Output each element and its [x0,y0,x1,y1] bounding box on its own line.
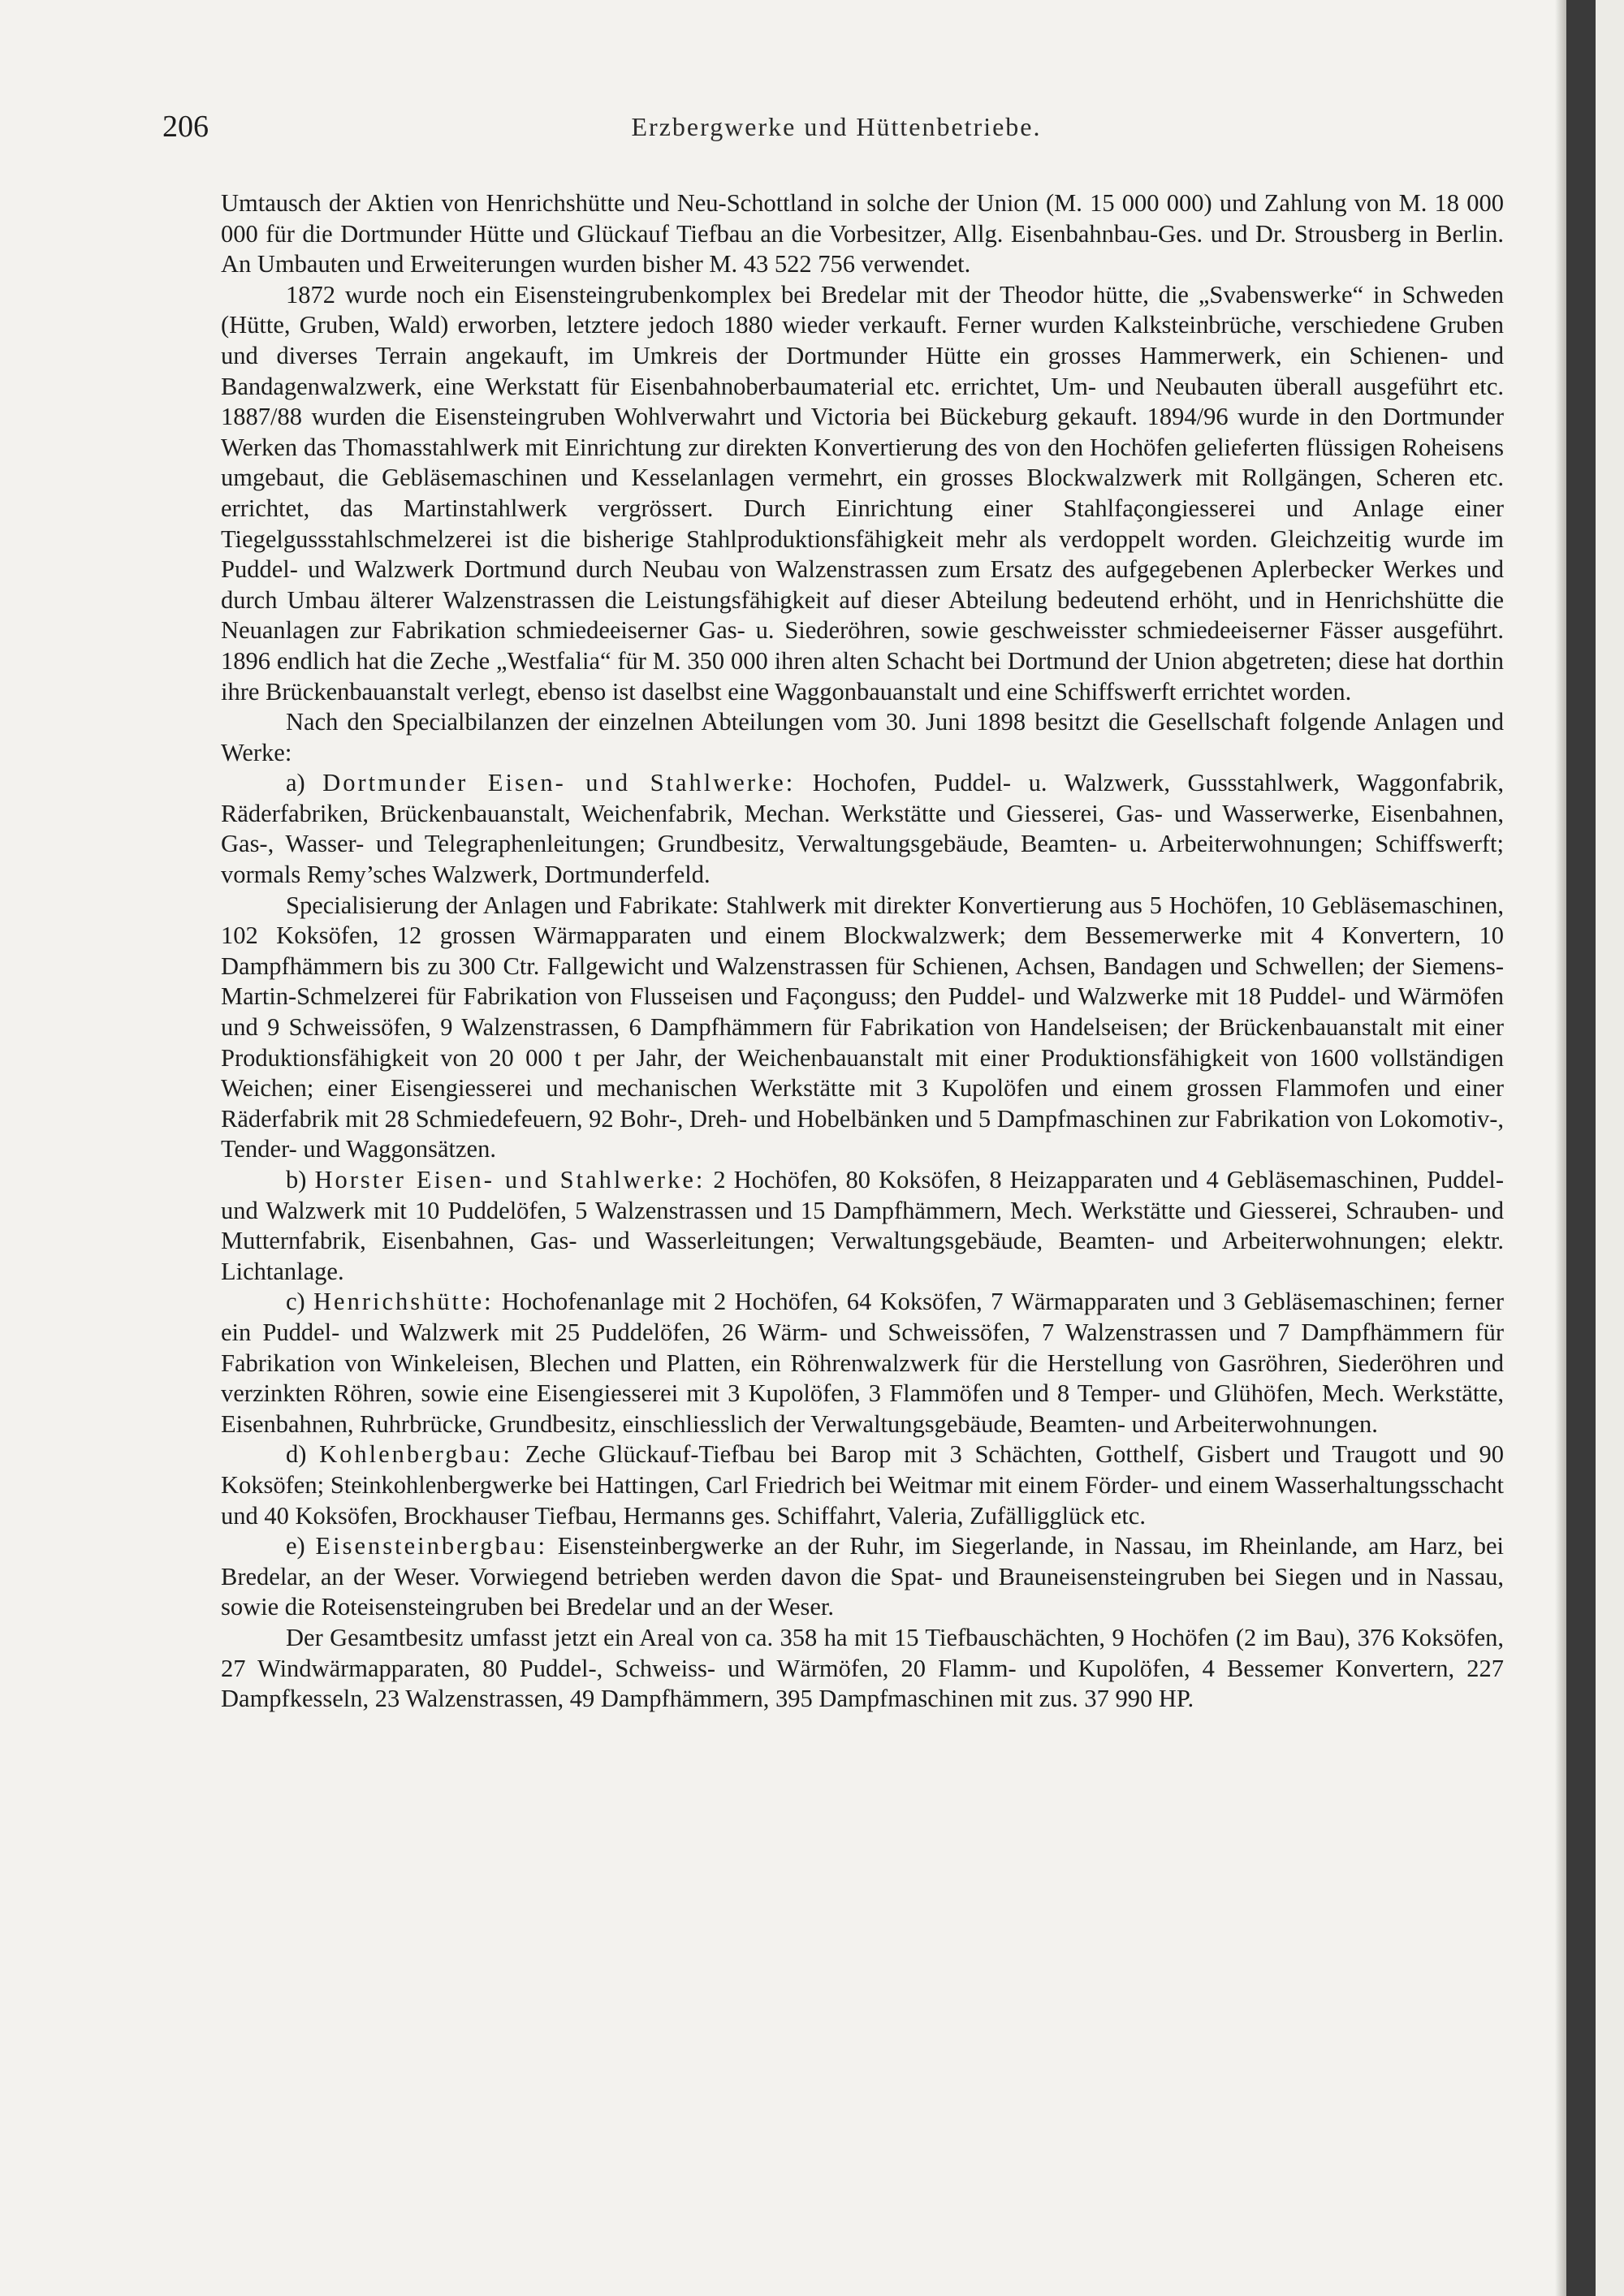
body-text [221,188,1504,1715]
paragraph: Der Gesamtbesitz umfasst jetzt ein Areal von ca. 358 ha mit 15 Tiefbauschächten, 9 Hochöfen (2 im Bau), 376 Koksöfen, 27 Windwärmapparaten, 80 Puddel-, Schweiss- und Wärmöfen, 20 Flamm- und Kupolöfen, 4 Bessemer Konvertern, 227 Dampfkesseln, 23 Walzenstrassen, 49 Dampfhämmern, 395 Dampfmaschinen mit zus. 37 990 HP. [221,1623,1504,1713]
section-a: a) Dortmunder Eisen- und Stahlwerke: Hochofen, Puddel- u. Walzwerk, Gussstahlwerk, Waggonfabrik, Räderfabriken, Brückenbauanstalt, Weichenfabrik, Mechan. Werkstätte und Giesserei, Gas- und Wasserwerke, Eisenbahnen, Gas-, Wasser- und Telegraphenleitungen; Grundbesitz, Verwaltungsgebäude, Beamten- u. Arbeiterwohnungen; Schiffswerft; vormals Remy’sches Walzwerk, Dortmunderfeld. [221,769,1504,889]
section-heading: Kohlenbergbau: [319,1440,513,1469]
section-b: b) Horster Eisen- und Stahlwerke: 2 Hochöfen, 80 Koksöfen, 8 Heizapparaten und 4 Gebläsemaschinen, Puddel- und Walzwerk mit 10 Puddelöfen, 5 Walzenstrassen und 15 Dampfhämmern, Mech. Werkstätte und Giesserei, Schrauben- und Mutternfabrik, Eisenbahnen, Gas- und Wasserleitungen; Verwaltungsgebäude, Beamten- und Arbeiterwohnungen; elektr. Lichtanlage. [221,1166,1504,1285]
section-d: d) Kohlenbergbau: Zeche Glückauf-Tiefbau bei Barop mit 3 Schächten, Gotthelf, Gisbert und Traugott und 90 Koksöfen; Steinkohlenbergwerke bei Hattingen, Carl Friedrich bei Weitmar mit einem Förder- und einem Wasserhaltungsschacht und 40 Koksöfen, Brockhauser Tiefbau, Hermanns ges. Schiffahrt, Valeria, Zufälligglück etc. [221,1440,1504,1530]
page-edge-shadow [1555,0,1566,2296]
paragraph: 1872 wurde noch ein Eisensteingrubenkomplex bei Bredelar mit der Theodor hütte, die „Svabenswerke“ in Schweden (Hütte, Gruben, Wald) erworben, letztere jedoch 1880 wieder verkauft. Ferner wurden Kalksteinbrüche, verschiedene Gruben und diverses Terrain angekauft, im Umkreis der Dortmunder Hütte ein grosses Hammerwerk, ein Schienen- und Bandagenwalzwerk, eine Werkstatt für Eisenbahnoberbaumaterial etc. errichtet, Um- und Neubauten überall ausgeführt etc. 1887/88 wurden die Eisensteingruben Wohlverwahrt und Victoria bei Bückeburg gekauft. 1894/96 wurde in den Dortmunder Werken das Thomasstahlwerk mit Einrichtung zur direkten Konvertierung des von den Hochöfen gelieferten flüssigen Roheisens umgebaut, die Gebläsemaschinen und Kesselanlagen vermehrt, ein grosses Blockwalzwerk mit Rollgängen, Scheren etc. errichtet, das Martinstahlwerk vergrössert. Durch Einrichtung einer Stahlfaçongiesserei und Anlage einer Tiegelgussstahlschmelzerei ist die bisherige Stahlproduktionsfähigkeit mehr als verdoppelt worden. Gleichzeitig wurde im Puddel- und Walzwerk Dortmund durch Neubau von Walzenstrassen zum Ersatz des aufgegebenen Aplerbecker Werkes und durch Umbau älterer Walzenstrassen die Leistungsfähigkeit auf dieser Abteilung bedeutend erhöht, und in Henrichshütte die Neuanlagen zur Fabrikation schmiedeeiserner Gas- u. Siederöhren, sowie geschweisster schmiedeeiserner Fässer ausgeführt. 1896 endlich hat die Zeche „Westfalia“ für M. 350 000 ihren alten Schacht bei Dortmund der Union abgetreten; diese hat dorthin ihre Brückenbauanstalt verlegt, ebenso ist daselbst eine Waggonbauanstalt und eine Schiffswerft errichtet worden. [221,280,1504,706]
page-number: 206 [162,110,209,144]
section-heading: Henrichshütte: [313,1288,494,1316]
paragraph: Umtausch der Aktien von Henrichshütte und Neu-Schottland in solche der Union (M. 15 000 000) und Zahlung von M. 18 000 000 für die Dortmunder Hütte und Glückauf Tiefbau an die Vorbesitzer, Allg. Eisenbahnbau-Ges. und Dr. Strousberg in Berlin. An Umbauten und Erweiterungen wurden bisher M. 43 522 756 verwendet. [221,189,1504,278]
page-header [162,109,1510,148]
page-edge-bar [1566,0,1596,2296]
section-heading: Dortmunder Eisen- und Stahlwerke: [322,769,796,797]
section-e: e) Eisensteinbergbau: Eisensteinbergwerke an der Ruhr, im Siegerlande, in Nassau, im Rheinlande, am Harz, bei Bredelar, an der Weser. Vorwiegend betrieben werden davon die Spat- und Brauneisensteingruben bei Siegen und in Nassau, sowie die Roteisensteingruben bei Bredelar und an der Weser. [221,1532,1504,1621]
paragraph: Nach den Specialbilanzen der einzelnen Abteilungen vom 30. Juni 1898 besitzt die Gesellschaft folgende Anlagen und Werke: [221,708,1504,766]
running-head: Erzbergwerke und Hüttenbetriebe. [631,112,1042,141]
section-heading: Horster Eisen- und Stahlwerke: [314,1166,706,1193]
section-heading: Eisensteinbergbau: [315,1532,547,1560]
section-c: c) Henrichshütte: Hochofenanlage mit 2 Hochöfen, 64 Koksöfen, 7 Wärmapparaten und 3 Gebläsemaschinen; ferner ein Puddel- und Walzwerk mit 25 Puddelöfen, 26 Wärm- und Schweissöfen, 7 Walzenstrassen und 7 Dampfhämmern für Fabrikation von Winkeleisen, Blechen und Platten, ein Röhrenwalzwerk für die Herstellung von Gasröhren, Siederöhren und verzinkten Röhren, sowie eine Eisengiesserei mit 3 Kupolöfen, 3 Flammöfen und 8 Temper- und Glühöfen, Mech. Werkstätte, Eisenbahnen, Ruhrbrücke, Grundbesitz, einschliesslich der Verwaltungsgebäude, Beamten- und Arbeiterwohnungen. [221,1288,1504,1438]
paragraph: Specialisierung der Anlagen und Fabrikate: Stahlwerk mit direkter Konvertierung aus 5 Hochöfen, 10 Gebläsemaschinen, 102 Koksöfen, 12 grossen Wärmapparaten und einem Blockwalzwerk; dem Bessemerwerke mit 4 Konvertern, 10 Dampfhämmern bis zu 300 Ctr. Fallgewicht und Walzenstrassen für Schienen, Achsen, Bandagen und Schwellen; der Siemens-Martin-Schmelzerei für Fabrikation von Flusseisen und Façonguss; den Puddel- und Walzwerke mit 18 Puddel- und Wärmöfen und 9 Schweissöfen, 9 Walzenstrassen, 6 Dampfhämmern für Fabrikation von Handelseisen; der Brückenbauanstalt mit einer Produktionsfähigkeit von 20 000 t per Jahr, der Weichenbauanstalt mit einer Produktionsfähigkeit von 1600 vollständigen Weichen; einer Eisengiesserei und mechanischen Werkstätte mit 3 Kupolöfen und einem grossen Flammofen und einer Räderfabrik mit 28 Schmiedefeuern, 92 Bohr-, Dreh- und Hobelbänken und 5 Dampfmaschinen zur Fabrikation von Lokomotiv-, Tender- und Waggonsätzen. [221,891,1504,1163]
